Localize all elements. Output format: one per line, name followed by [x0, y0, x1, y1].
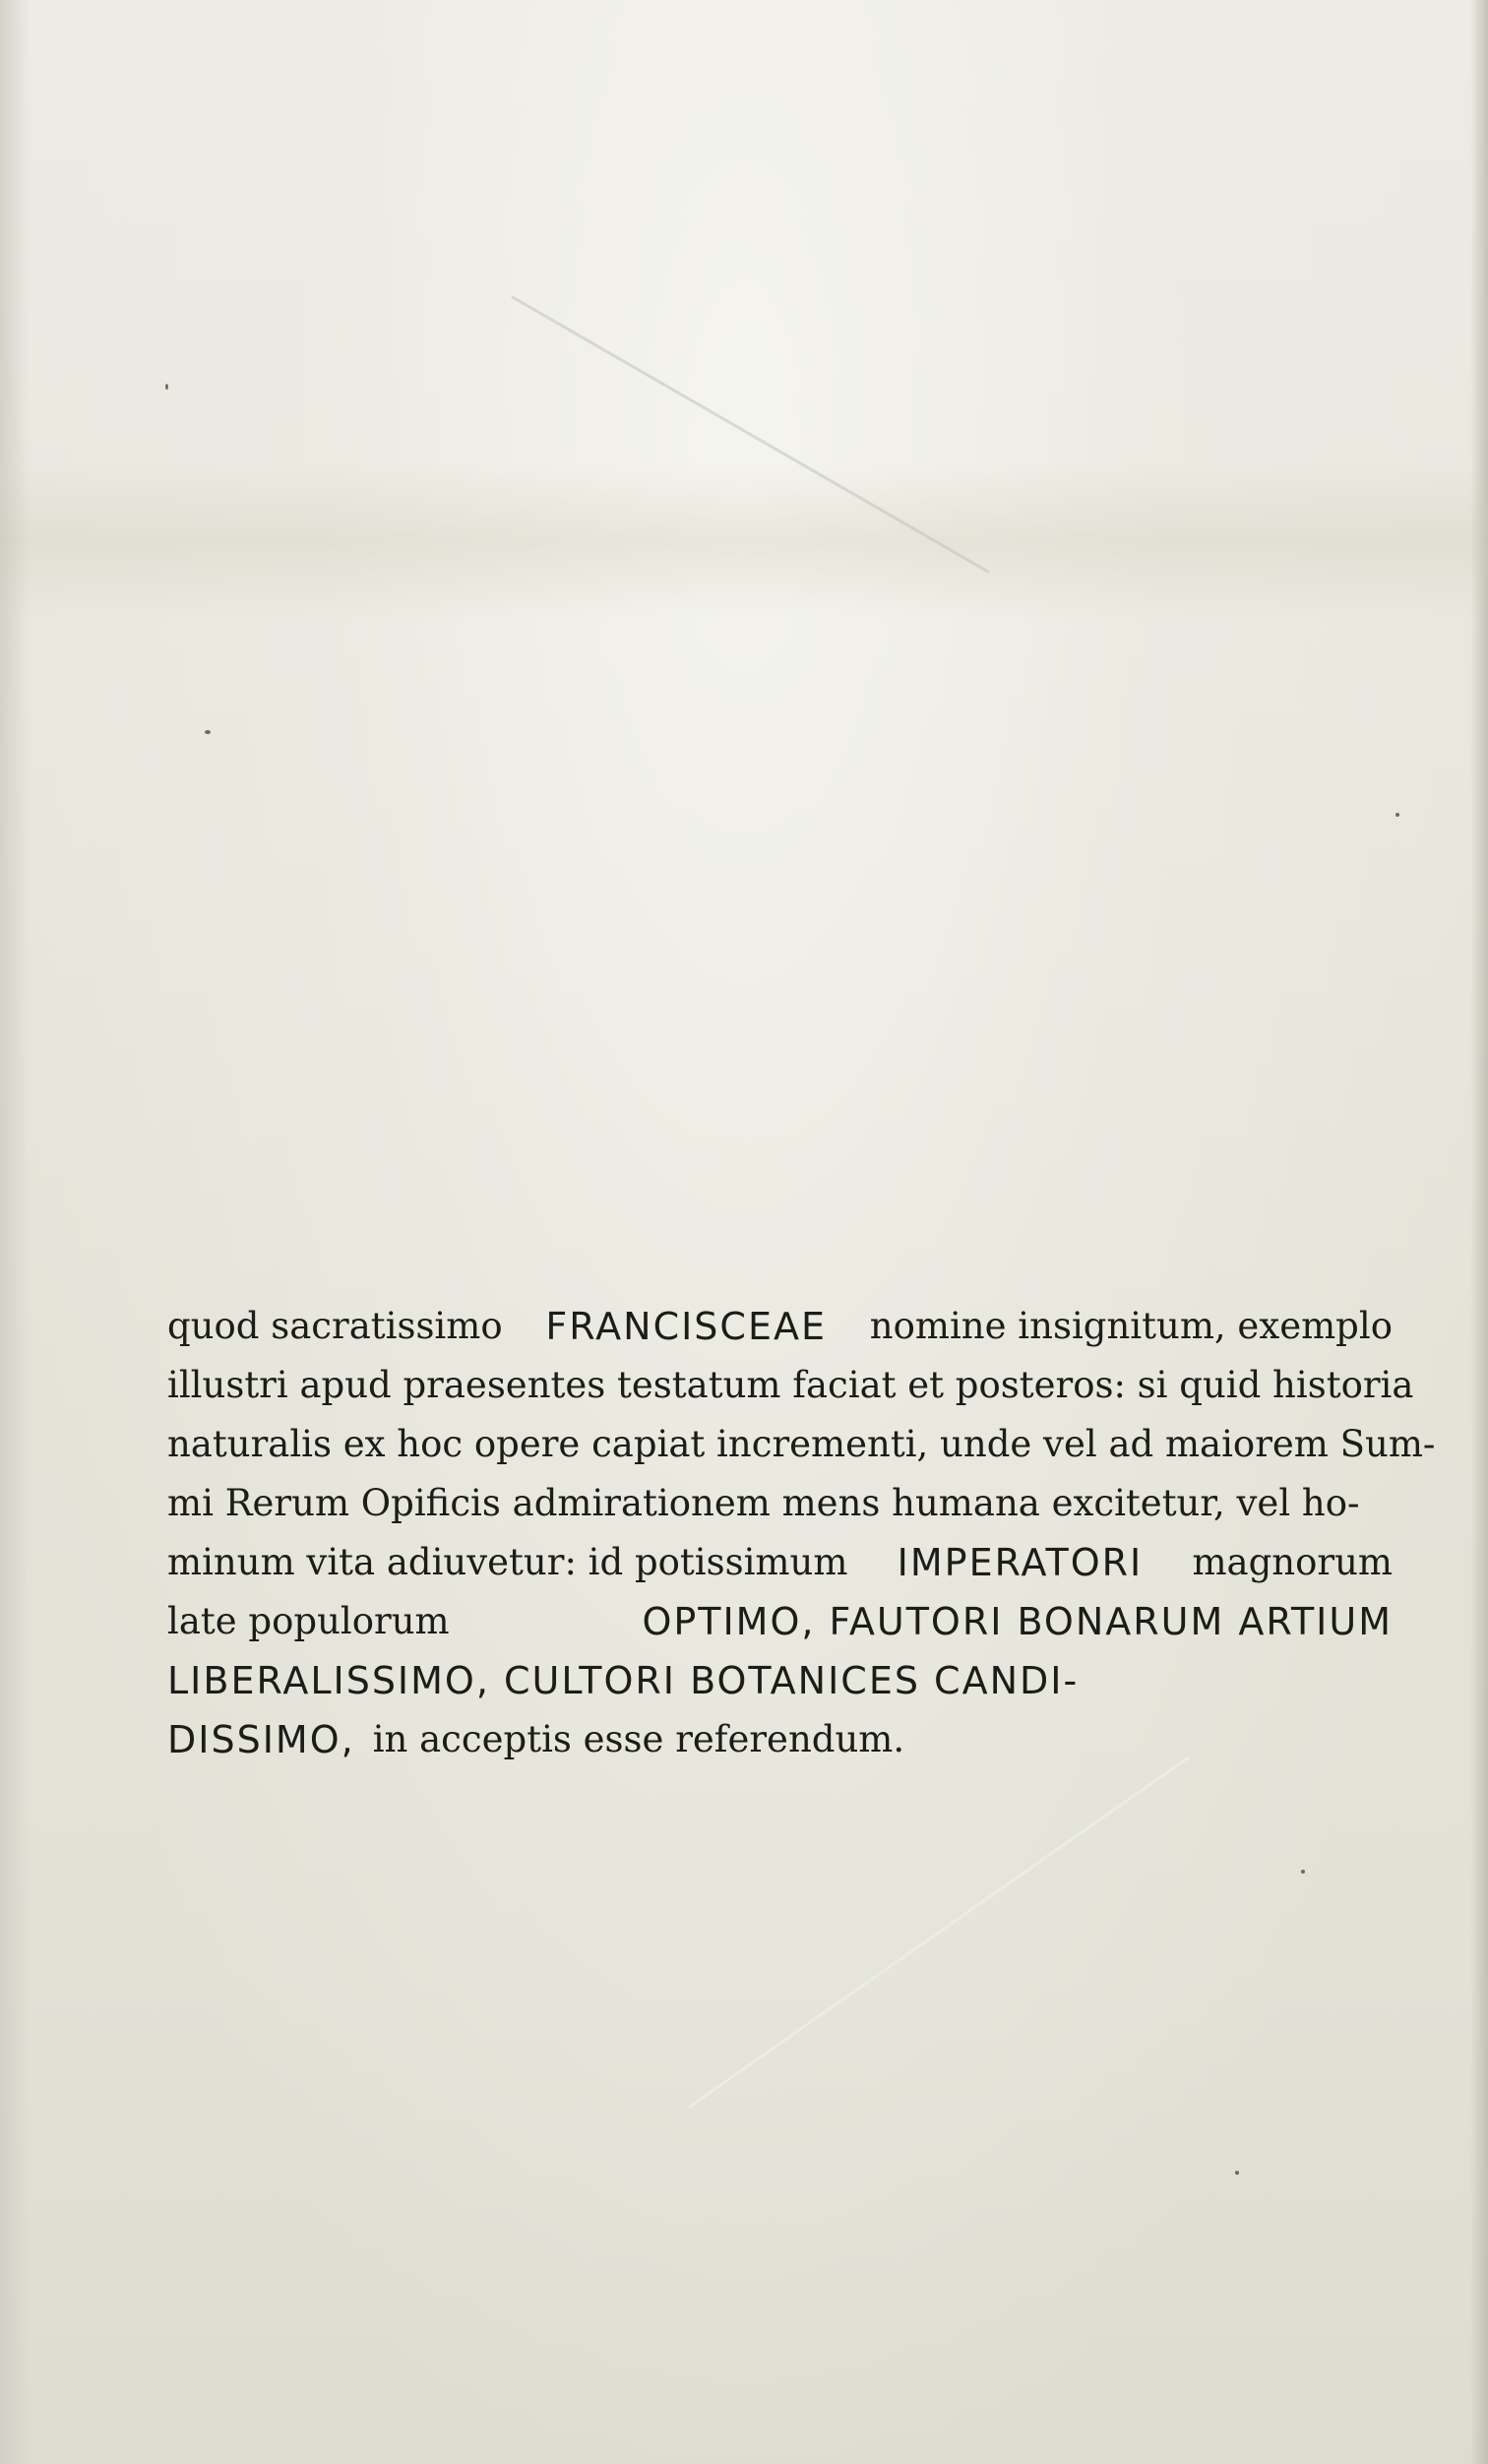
- text-segment: naturalis ex hoc opere capiat incrementi, unde vel ad maiorem Sum-: [167, 1423, 1436, 1465]
- paper-crease-lower: [688, 1756, 1190, 2109]
- ink-speck: [1235, 2171, 1239, 2175]
- text-segment: quod sacratissimo: [167, 1305, 503, 1347]
- text-segment: minum vita adiuvetur: id potissimum: [167, 1541, 848, 1583]
- text-line: [167, 1297, 1393, 1356]
- ink-speck: [1395, 813, 1399, 817]
- text-line: [167, 1415, 1436, 1474]
- paper-fold-shadow: [0, 462, 1488, 620]
- text-line: [167, 1592, 1393, 1651]
- text-segment-caps: FRANCISCEAE: [545, 1305, 827, 1348]
- page-left-edge: [0, 0, 30, 2464]
- ink-speck: [1301, 1870, 1305, 1874]
- ink-speck: [165, 384, 168, 390]
- text-line: [167, 1474, 1393, 1533]
- text-line: [167, 1533, 1393, 1592]
- text-segment-caps: LIBERALISSIMO, CULTORI BOTANICES CANDI-: [167, 1659, 1080, 1702]
- dedication-paragraph: [167, 1297, 1436, 1769]
- text-segment-caps: OPTIMO, FAUTORI BONARUM ARTIUM: [642, 1600, 1393, 1643]
- text-segment: magnorum: [1192, 1541, 1393, 1583]
- text-line: [167, 1356, 1414, 1415]
- text-segment: in acceptis esse referendum.: [372, 1718, 905, 1760]
- text-segment: nomine insignitum, exemplo: [869, 1305, 1393, 1347]
- text-line: [167, 1710, 1393, 1769]
- text-line: [167, 1651, 1393, 1710]
- text-segment: mi Rerum Opificis admirationem mens humana excitetur, vel ho-: [167, 1482, 1360, 1524]
- text-segment-caps: DISSIMO,: [167, 1718, 355, 1761]
- page-right-edge: [1470, 0, 1488, 2464]
- text-segment-caps: IMPERATORI: [897, 1541, 1144, 1584]
- text-segment: illustri apud praesentes testatum faciat et posteros: si quid historia: [167, 1364, 1414, 1406]
- ink-speck: [205, 730, 211, 734]
- text-segment: late populorum: [167, 1600, 450, 1642]
